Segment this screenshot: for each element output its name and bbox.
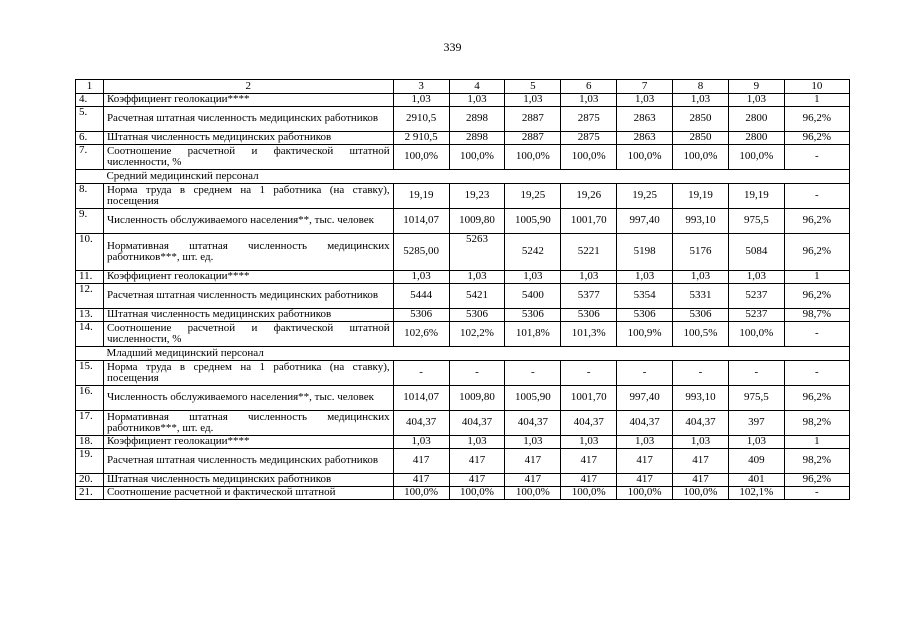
value-cell: 1,03 bbox=[505, 271, 561, 284]
value-cell: 404,37 bbox=[673, 411, 729, 436]
value-cell: 417 bbox=[673, 449, 729, 474]
value-cell: 2 910,5 bbox=[393, 132, 449, 145]
value-cell: - bbox=[728, 361, 784, 386]
value-cell: - bbox=[784, 145, 849, 170]
value-cell: 19,19 bbox=[673, 184, 729, 209]
value-cell: 2887 bbox=[505, 132, 561, 145]
value-cell: 5198 bbox=[617, 234, 673, 271]
value-cell: 404,37 bbox=[449, 411, 505, 436]
table-row bbox=[76, 284, 850, 309]
value-cell: 1,03 bbox=[393, 94, 449, 107]
value-cell: 19,25 bbox=[617, 184, 673, 209]
value-cell: 19,19 bbox=[393, 184, 449, 209]
row-indicator: Штатная численность медицинских работников bbox=[103, 132, 393, 145]
row-indicator: Расчетная штатная численность медицинских работников bbox=[103, 449, 393, 474]
header-cell: 4 bbox=[449, 80, 505, 94]
value-cell: 1,03 bbox=[728, 436, 784, 449]
value-cell: 5354 bbox=[617, 284, 673, 309]
row-number: 9. bbox=[76, 209, 104, 234]
value-cell: 404,37 bbox=[617, 411, 673, 436]
value-cell: 5331 bbox=[673, 284, 729, 309]
value-cell: 1,03 bbox=[673, 436, 729, 449]
value-cell: 5306 bbox=[673, 309, 729, 322]
value-cell: 5444 bbox=[393, 284, 449, 309]
value-cell: 19,26 bbox=[561, 184, 617, 209]
header-cell: 6 bbox=[561, 80, 617, 94]
value-cell: 2898 bbox=[449, 107, 505, 132]
table-row bbox=[76, 449, 850, 474]
value-cell: 1009,80 bbox=[449, 209, 505, 234]
value-cell: - bbox=[449, 361, 505, 386]
value-cell: 1,03 bbox=[561, 271, 617, 284]
value-cell: 5237 bbox=[728, 284, 784, 309]
value-cell: 417 bbox=[393, 474, 449, 487]
value-cell: 5400 bbox=[505, 284, 561, 309]
row-indicator: Коэффициент геолокации**** bbox=[103, 436, 393, 449]
value-cell: 100,0% bbox=[673, 487, 729, 500]
value-cell: 101,8% bbox=[505, 322, 561, 347]
value-cell: 5221 bbox=[561, 234, 617, 271]
header-cell: 9 bbox=[728, 80, 784, 94]
value-cell: 993,10 bbox=[673, 209, 729, 234]
value-cell: 417 bbox=[449, 474, 505, 487]
table-row bbox=[76, 145, 850, 170]
value-cell: - bbox=[673, 361, 729, 386]
value-cell: 1,03 bbox=[449, 94, 505, 107]
header-cell: 8 bbox=[673, 80, 729, 94]
value-cell: 404,37 bbox=[393, 411, 449, 436]
value-cell: - bbox=[561, 361, 617, 386]
value-cell: 5263 bbox=[449, 234, 505, 271]
value-cell: 100,0% bbox=[505, 145, 561, 170]
value-cell: 5306 bbox=[505, 309, 561, 322]
value-cell: 100,0% bbox=[728, 322, 784, 347]
value-cell: 2850 bbox=[673, 132, 729, 145]
row-number: 10. bbox=[76, 234, 104, 271]
table-row bbox=[76, 436, 850, 449]
value-cell: 98,2% bbox=[784, 449, 849, 474]
row-indicator: Норма труда в среднем на 1 работника (на ставку), посещения bbox=[103, 184, 393, 209]
row-number: 4. bbox=[76, 94, 104, 107]
value-cell: 417 bbox=[505, 449, 561, 474]
table-row bbox=[76, 386, 850, 411]
value-cell: 417 bbox=[561, 449, 617, 474]
value-cell: 1,03 bbox=[728, 271, 784, 284]
value-cell: - bbox=[784, 322, 849, 347]
value-cell: 2800 bbox=[728, 107, 784, 132]
value-cell: 100,0% bbox=[561, 487, 617, 500]
value-cell: 5306 bbox=[449, 309, 505, 322]
row-number: 19. bbox=[76, 449, 104, 474]
table-body bbox=[76, 80, 850, 500]
table-row bbox=[76, 309, 850, 322]
row-number: 14. bbox=[76, 322, 104, 347]
value-cell: 1001,70 bbox=[561, 209, 617, 234]
value-cell: 1,03 bbox=[505, 436, 561, 449]
row-indicator: Штатная численность медицинских работников bbox=[103, 309, 393, 322]
value-cell: 98,2% bbox=[784, 411, 849, 436]
section-row bbox=[76, 170, 850, 184]
section-label: Младший медицинский персонал bbox=[103, 347, 849, 361]
row-indicator: Штатная численность медицинских работников bbox=[103, 474, 393, 487]
section-row bbox=[76, 347, 850, 361]
value-cell: 1,03 bbox=[673, 271, 729, 284]
header-cell: 3 bbox=[393, 80, 449, 94]
value-cell: 1005,90 bbox=[505, 209, 561, 234]
row-number: 7. bbox=[76, 145, 104, 170]
value-cell: 1 bbox=[784, 271, 849, 284]
section-spacer bbox=[76, 347, 104, 361]
row-number: 21. bbox=[76, 487, 104, 500]
value-cell: 102,1% bbox=[728, 487, 784, 500]
value-cell: 1014,07 bbox=[393, 386, 449, 411]
value-cell: 404,37 bbox=[505, 411, 561, 436]
staffing-table bbox=[75, 79, 850, 500]
page-number: 339 bbox=[443, 40, 462, 54]
value-cell: 19,23 bbox=[449, 184, 505, 209]
value-cell: 100,9% bbox=[617, 322, 673, 347]
value-cell: 96,2% bbox=[784, 209, 849, 234]
value-cell: 997,40 bbox=[617, 386, 673, 411]
value-cell: - bbox=[784, 487, 849, 500]
value-cell: - bbox=[784, 361, 849, 386]
value-cell: 100,0% bbox=[393, 145, 449, 170]
row-number: 20. bbox=[76, 474, 104, 487]
value-cell: - bbox=[617, 361, 673, 386]
value-cell: 1009,80 bbox=[449, 386, 505, 411]
value-cell: 1,03 bbox=[617, 436, 673, 449]
value-cell: 2863 bbox=[617, 107, 673, 132]
row-indicator: Норма труда в среднем на 1 работника (на ставку), посещения bbox=[103, 361, 393, 386]
value-cell: 1014,07 bbox=[393, 209, 449, 234]
row-number: 12. bbox=[76, 284, 104, 309]
row-indicator: Расчетная штатная численность медицинских работников bbox=[103, 107, 393, 132]
row-number: 16. bbox=[76, 386, 104, 411]
value-cell: 1,03 bbox=[673, 94, 729, 107]
value-cell: 5306 bbox=[561, 309, 617, 322]
table-row bbox=[76, 361, 850, 386]
value-cell: 2898 bbox=[449, 132, 505, 145]
value-cell: 96,2% bbox=[784, 234, 849, 271]
value-cell: 417 bbox=[561, 474, 617, 487]
value-cell: 5242 bbox=[505, 234, 561, 271]
row-number: 15. bbox=[76, 361, 104, 386]
value-cell: 417 bbox=[617, 449, 673, 474]
table-row bbox=[76, 184, 850, 209]
table-row bbox=[76, 234, 850, 271]
value-cell: 100,0% bbox=[673, 145, 729, 170]
value-cell: 1 bbox=[784, 94, 849, 107]
value-cell: 2887 bbox=[505, 107, 561, 132]
value-cell: 96,2% bbox=[784, 132, 849, 145]
value-cell: 417 bbox=[449, 449, 505, 474]
value-cell: 1,03 bbox=[617, 271, 673, 284]
value-cell: 96,2% bbox=[784, 284, 849, 309]
value-cell: - bbox=[393, 361, 449, 386]
value-cell: 98,7% bbox=[784, 309, 849, 322]
row-number: 6. bbox=[76, 132, 104, 145]
value-cell: 100,0% bbox=[617, 145, 673, 170]
table-row bbox=[76, 474, 850, 487]
row-number: 8. bbox=[76, 184, 104, 209]
value-cell: 409 bbox=[728, 449, 784, 474]
value-cell: 100,0% bbox=[449, 145, 505, 170]
value-cell: - bbox=[505, 361, 561, 386]
value-cell: 1 bbox=[784, 436, 849, 449]
value-cell: 1005,90 bbox=[505, 386, 561, 411]
row-indicator: Соотношение расчетной и фактической штатной численности, % bbox=[103, 322, 393, 347]
value-cell: 2910,5 bbox=[393, 107, 449, 132]
value-cell: 1,03 bbox=[617, 94, 673, 107]
value-cell: 997,40 bbox=[617, 209, 673, 234]
header-cell: 7 bbox=[617, 80, 673, 94]
table-row bbox=[76, 411, 850, 436]
value-cell: 404,37 bbox=[561, 411, 617, 436]
value-cell: 417 bbox=[673, 474, 729, 487]
value-cell: 5285,00 bbox=[393, 234, 449, 271]
row-indicator: Коэффициент геолокации**** bbox=[103, 271, 393, 284]
table-row bbox=[76, 487, 850, 500]
value-cell: 101,3% bbox=[561, 322, 617, 347]
value-cell: 19,25 bbox=[505, 184, 561, 209]
value-cell: 100,0% bbox=[393, 487, 449, 500]
value-cell: 2800 bbox=[728, 132, 784, 145]
value-cell: 1,03 bbox=[449, 271, 505, 284]
value-cell: 2875 bbox=[561, 107, 617, 132]
row-indicator: Соотношение расчетной и фактической штатной численности, % bbox=[103, 145, 393, 170]
section-spacer bbox=[76, 170, 104, 184]
table-row bbox=[76, 322, 850, 347]
value-cell: 401 bbox=[728, 474, 784, 487]
value-cell: 100,5% bbox=[673, 322, 729, 347]
row-number: 13. bbox=[76, 309, 104, 322]
value-cell: 2850 bbox=[673, 107, 729, 132]
row-number: 11. bbox=[76, 271, 104, 284]
header-cell: 1 bbox=[76, 80, 104, 94]
value-cell: 100,0% bbox=[561, 145, 617, 170]
value-cell: 5306 bbox=[617, 309, 673, 322]
value-cell: 417 bbox=[617, 474, 673, 487]
header-cell: 5 bbox=[505, 80, 561, 94]
table-row bbox=[76, 271, 850, 284]
value-cell: 397 bbox=[728, 411, 784, 436]
value-cell: 96,2% bbox=[784, 386, 849, 411]
value-cell: 1,03 bbox=[561, 436, 617, 449]
value-cell: 975,5 bbox=[728, 209, 784, 234]
value-cell: 5377 bbox=[561, 284, 617, 309]
value-cell: 1,03 bbox=[393, 436, 449, 449]
section-label: Средний медицинский персонал bbox=[103, 170, 849, 184]
value-cell: 5306 bbox=[393, 309, 449, 322]
value-cell: 100,0% bbox=[617, 487, 673, 500]
value-cell: 975,5 bbox=[728, 386, 784, 411]
value-cell: 5421 bbox=[449, 284, 505, 309]
row-indicator: Расчетная штатная численность медицинских работников bbox=[103, 284, 393, 309]
row-indicator: Численность обслуживаемого населения**, тыс. человек bbox=[103, 209, 393, 234]
row-indicator: Нормативная штатная численность медицинских работников***, шт. ед. bbox=[103, 234, 393, 271]
value-cell: 1,03 bbox=[449, 436, 505, 449]
row-number: 18. bbox=[76, 436, 104, 449]
row-indicator: Нормативная штатная численность медицинских работников***, шт. ед. bbox=[103, 411, 393, 436]
value-cell: 1,03 bbox=[393, 271, 449, 284]
value-cell: 5084 bbox=[728, 234, 784, 271]
row-indicator: Соотношение расчетной и фактической штатной bbox=[103, 487, 393, 500]
value-cell: 102,6% bbox=[393, 322, 449, 347]
value-cell: 100,0% bbox=[449, 487, 505, 500]
value-cell: 1001,70 bbox=[561, 386, 617, 411]
row-number: 5. bbox=[76, 107, 104, 132]
value-cell: 19,19 bbox=[728, 184, 784, 209]
value-cell: 102,2% bbox=[449, 322, 505, 347]
value-cell: 100,0% bbox=[505, 487, 561, 500]
header-row bbox=[76, 80, 850, 94]
value-cell: 1,03 bbox=[505, 94, 561, 107]
table-row bbox=[76, 94, 850, 107]
value-cell: 5237 bbox=[728, 309, 784, 322]
value-cell: 2863 bbox=[617, 132, 673, 145]
value-cell: 100,0% bbox=[728, 145, 784, 170]
value-cell: 993,10 bbox=[673, 386, 729, 411]
header-cell: 2 bbox=[103, 80, 393, 94]
value-cell: - bbox=[784, 184, 849, 209]
value-cell: 1,03 bbox=[728, 94, 784, 107]
value-cell: 96,2% bbox=[784, 474, 849, 487]
value-cell: 2875 bbox=[561, 132, 617, 145]
value-cell: 1,03 bbox=[561, 94, 617, 107]
header-cell: 10 bbox=[784, 80, 849, 94]
value-cell: 417 bbox=[505, 474, 561, 487]
value-cell: 96,2% bbox=[784, 107, 849, 132]
table-row bbox=[76, 132, 850, 145]
row-indicator: Численность обслуживаемого населения**, тыс. человек bbox=[103, 386, 393, 411]
row-number: 17. bbox=[76, 411, 104, 436]
table-row bbox=[76, 209, 850, 234]
row-indicator: Коэффициент геолокации**** bbox=[103, 94, 393, 107]
value-cell: 417 bbox=[393, 449, 449, 474]
value-cell: 5176 bbox=[673, 234, 729, 271]
table-row bbox=[76, 107, 850, 132]
